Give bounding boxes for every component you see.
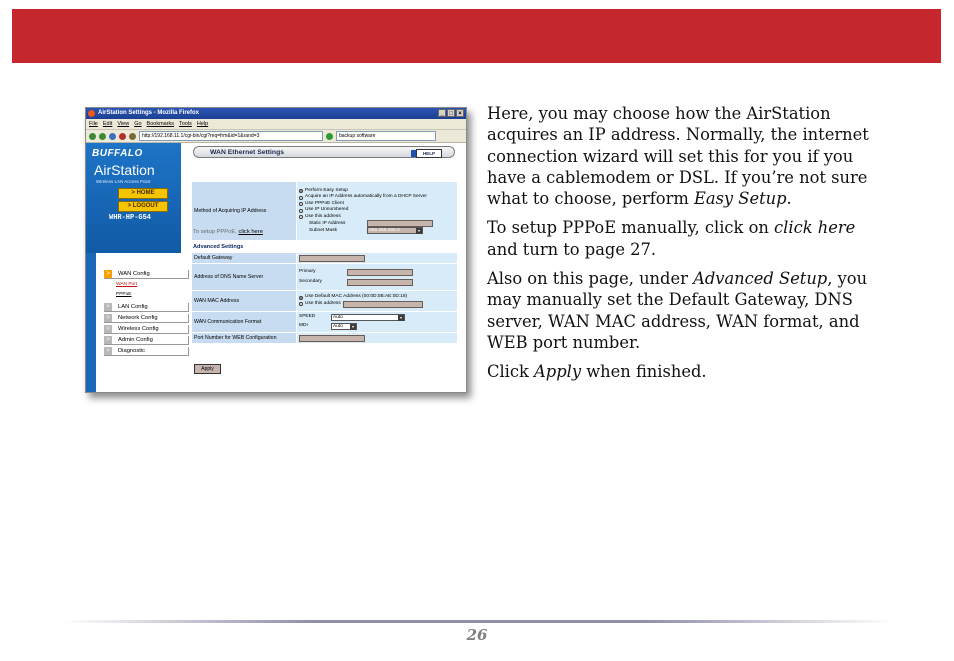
- mdi-row: MDI Auto ▼: [299, 323, 455, 330]
- dns-primary-input[interactable]: [347, 269, 413, 276]
- browser-screenshot: [85, 107, 467, 393]
- mac-label: WAN MAC Address: [192, 291, 297, 312]
- option-dhcp[interactable]: Acquire an IP Address automatically from a DHCP Server: [299, 194, 455, 201]
- pppoe-hint: To setup PPPoE, click here: [193, 229, 263, 235]
- mac-default-option[interactable]: Use Default MAC Address (00:0D:0B:AE:0D:18): [299, 294, 455, 301]
- sidebar-brand-panel: [86, 143, 181, 253]
- chevron-right-icon: >: [104, 314, 112, 322]
- url-bar[interactable]: http://192.168.11.1/cgi-bin/cgi?req=frm&id=1&rand=3: [139, 131, 323, 141]
- comm-format-label: WAN Communication Format: [192, 312, 297, 333]
- mac-custom-option[interactable]: Use this address: [299, 301, 455, 308]
- logout-button[interactable]: > LOGOUT: [118, 201, 168, 212]
- dns-label: Address of DNS Name Server: [192, 264, 297, 291]
- option-pppoe[interactable]: Use PPPoE Client: [299, 201, 455, 208]
- speed-select[interactable]: Auto ▼: [331, 314, 405, 321]
- menu-bar: [86, 119, 466, 130]
- reload-icon[interactable]: [109, 133, 116, 140]
- option-unnumbered[interactable]: Use IP Unnumbered: [299, 207, 455, 214]
- stop-icon[interactable]: [119, 133, 126, 140]
- maximize-icon[interactable]: □: [447, 109, 455, 117]
- radio-selected-icon: [299, 296, 303, 300]
- option-static[interactable]: Use this address: [299, 214, 455, 221]
- paragraph-advanced: Also on this page, under Advanced Setup, you may manually set the Default Gateway, DNS server, WAN MAC address, WAN format, and WEB port number.: [487, 269, 868, 352]
- radio-icon: [299, 302, 303, 306]
- paragraph-apply: Click Apply when finished.: [487, 362, 707, 382]
- menu-bookmarks[interactable]: Bookmarks: [146, 121, 175, 127]
- menu-go[interactable]: Go: [134, 121, 142, 127]
- radio-icon: [299, 215, 303, 219]
- menu-help[interactable]: Help: [196, 121, 209, 127]
- window-titlebar: [86, 108, 466, 119]
- buffalo-logo: BUFFALO: [92, 148, 143, 159]
- sidebar-strip: [86, 253, 96, 392]
- paragraph-ip-method: Here, you may choose how the AirStation acquires an IP address. Normally, the internet connection wizard will set this for you if you have a cablemodem or DSL. If you’re not sure what to choose, perform Easy Setup.: [487, 104, 869, 209]
- apply-button[interactable]: Apply: [194, 364, 221, 374]
- model-name: WHR-HP-G54: [109, 214, 152, 222]
- pane-title: WAN Ethernet Settings HELP: [193, 146, 455, 158]
- subnet-mask-select[interactable]: 255.255.255.0 ▼: [367, 227, 423, 234]
- subnet-row: Subnet Mask 255.255.255.0 ▼: [299, 227, 455, 234]
- router-sidebar: [86, 143, 181, 392]
- paragraph-pppoe: To setup PPPoE manually, click on click here and turn to page 27.: [487, 218, 856, 259]
- back-icon[interactable]: [89, 133, 96, 140]
- radio-icon: [299, 196, 303, 200]
- chevron-right-icon: >: [104, 303, 112, 311]
- menu-file[interactable]: File: [89, 121, 98, 127]
- instructions-text: [487, 103, 879, 391]
- settings-pane: [191, 143, 461, 392]
- web-port-input[interactable]: [299, 335, 365, 342]
- radio-selected-icon: [299, 189, 303, 193]
- static-ip-input[interactable]: [367, 220, 433, 227]
- footer-divider: [62, 620, 892, 623]
- advanced-table: [191, 252, 458, 344]
- advanced-settings-heading: Advanced Settings: [193, 244, 244, 250]
- default-gateway-label: Default Gateway: [192, 253, 297, 264]
- search-box[interactable]: backup software: [336, 131, 436, 141]
- chevron-right-icon: >: [104, 270, 112, 278]
- method-label: Method of Acquiring IP Address: [192, 182, 297, 241]
- sidebar-item-wireless-config[interactable]: > Wireless Config: [104, 325, 189, 334]
- sidebar-item-wan-port[interactable]: WAN Port: [116, 282, 138, 287]
- help-button[interactable]: HELP: [416, 149, 442, 158]
- chevron-right-icon: >: [104, 325, 112, 333]
- static-ip-row: Static IP Address: [299, 220, 455, 227]
- header-banner: [12, 9, 941, 63]
- sidebar-item-admin-config[interactable]: > Admin Config: [104, 336, 189, 345]
- sidebar-item-wan-config[interactable]: > WAN Config: [104, 270, 189, 279]
- web-port-label: Port Number for WEB Configuration: [192, 333, 297, 344]
- minimize-icon[interactable]: _: [438, 109, 446, 117]
- page-number: 26: [466, 626, 488, 644]
- browser-viewport: [86, 143, 466, 392]
- speed-row: SPEED Auto ▼: [299, 314, 455, 321]
- window-title: AirStation Settings - Mozilla Firefox: [98, 110, 200, 116]
- chevron-right-icon: >: [104, 347, 112, 355]
- menu-view[interactable]: View: [117, 121, 130, 127]
- radio-icon: [299, 202, 303, 206]
- chevron-right-icon: >: [104, 336, 112, 344]
- home-button[interactable]: > HOME: [118, 188, 168, 199]
- go-icon[interactable]: [326, 133, 333, 140]
- sidebar-item-pppoe[interactable]: PPPoE: [116, 292, 132, 297]
- sidebar-item-network-config[interactable]: > Network Config: [104, 314, 189, 323]
- pppoe-click-here-link[interactable]: click here: [238, 229, 263, 235]
- radio-icon: [299, 209, 303, 213]
- dns-primary-row: Primary: [299, 269, 455, 276]
- sidebar-item-lan-config[interactable]: > LAN Config: [104, 303, 189, 312]
- nav-toolbar: [86, 130, 466, 143]
- home-icon[interactable]: [129, 133, 136, 140]
- forward-icon[interactable]: [99, 133, 106, 140]
- firefox-icon: [88, 110, 95, 117]
- close-icon[interactable]: ×: [456, 109, 464, 117]
- menu-tools[interactable]: Tools: [179, 121, 192, 127]
- mac-custom-input[interactable]: [343, 301, 423, 308]
- default-gateway-input[interactable]: [299, 255, 365, 262]
- menu-edit[interactable]: Edit: [102, 121, 113, 127]
- logo-tagline: Wireless LAN Access Point: [96, 179, 151, 184]
- mdi-select[interactable]: Auto ▼: [331, 323, 357, 330]
- option-easy-setup[interactable]: Perform Easy Setup: [299, 188, 455, 195]
- airstation-logo: AirStation: [94, 162, 155, 178]
- dns-secondary-input[interactable]: [347, 279, 413, 286]
- dns-secondary-row: Secondary: [299, 279, 455, 286]
- sidebar-item-diagnostic[interactable]: > Diagnostic: [104, 347, 189, 356]
